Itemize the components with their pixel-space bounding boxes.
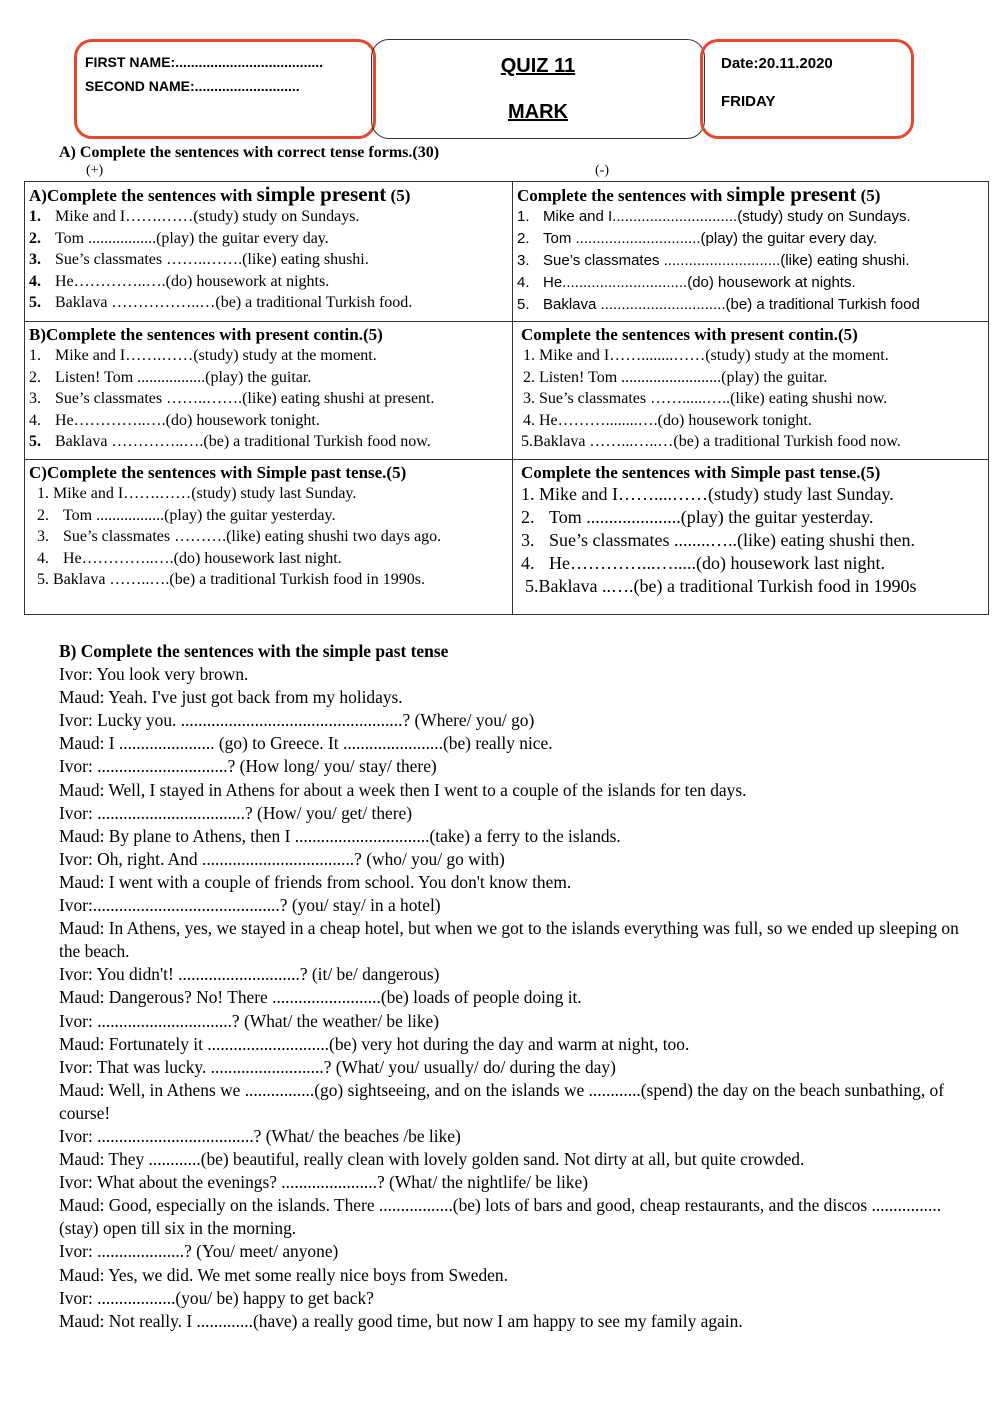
second-name-field[interactable]: SECOND NAME:........................... bbox=[85, 78, 300, 94]
dialogue-line: Ivor: You didn't! ............................? (it/ be/ dangerous) bbox=[59, 964, 440, 985]
quiz-title-box bbox=[371, 39, 705, 139]
dialogue-line: Maud: Yeah. I've just got back from my holidays. bbox=[59, 687, 403, 708]
first-name-field[interactable]: FIRST NAME:...................................... bbox=[85, 54, 324, 70]
list-item: 1. Mike and I……....……(study) study last Sunday. bbox=[521, 484, 894, 504]
dialogue-line: Ivor: You look very brown. bbox=[59, 664, 249, 685]
dialogue-line: Ivor: ..................................? (How/ you/ get/ there) bbox=[59, 802, 413, 823]
dialogue-line: Maud: Well, in Athens we ................(go) sightseeing, and on the islands we ............(spend) the day on the beach sunbathing, of course! bbox=[59, 1079, 945, 1123]
dialogue-line: Ivor: ....................? (You/ meet/ anyone) bbox=[59, 1241, 339, 1262]
dialogue-line: Maud: Dangerous? No! There .........................(be) loads of people doing it. bbox=[59, 987, 582, 1008]
list-item: 1. Mike and I……........……(study) study at the moment. bbox=[523, 347, 889, 364]
dialogue-line: Ivor: Oh, right. And ...................................? (who/ you/ go with) bbox=[59, 848, 505, 869]
list-item: 5. Baklava ……………..…(be) a traditional Turkish food. bbox=[29, 294, 413, 311]
list-item: 3. Sue’s classmates ............................(like) eating shushi. bbox=[517, 252, 910, 269]
quiz-title: QUIZ 11 bbox=[500, 55, 576, 77]
list-item: 4. He…………...….....(do) housework last night. bbox=[521, 553, 885, 573]
cell-title: Complete the sentences with Simple past tense.(5) bbox=[521, 463, 881, 482]
dialogue-line: Ivor: ..................(you/ be) happy to get back? bbox=[59, 1287, 374, 1308]
section-a-heading: A) Complete the sentences with correct tense forms.(30) bbox=[59, 144, 440, 161]
date-box bbox=[700, 39, 914, 139]
dialogue-line: Ivor:...........................................? (you/ stay/ in a hotel) bbox=[59, 895, 441, 916]
cell-simple-present-negative bbox=[513, 182, 989, 322]
cell-title: Complete the sentences with present contin.(5) bbox=[521, 325, 858, 344]
dialogue-line: Maud: I went with a couple of friends from school. You don't know them. bbox=[59, 871, 572, 892]
list-item: 5.Baklava ……...…..…(be) a traditional Turkish food now. bbox=[521, 433, 901, 450]
dialogue-line: Maud: Not really. I .............(have) a really good time, but now I am happy to see my family again. bbox=[59, 1310, 743, 1331]
date-text: Date:20.11.2020 bbox=[721, 55, 833, 72]
dialogue-line: Maud: They ............(be) beautiful, really clean with lovely golden sand. Not dirty at all, but quite crowded. bbox=[59, 1149, 805, 1170]
dialogue-line: Maud: Well, I stayed in Athens for about a week then I went to a couple of the islands for ten days. bbox=[59, 779, 747, 800]
list-item: 2. Tom ..............................(play) the guitar every day. bbox=[517, 230, 877, 247]
cell-simple-present-positive bbox=[25, 182, 513, 322]
cell-title: B)Complete the sentences with present contin.(5) bbox=[29, 325, 383, 344]
plus-label: (+) bbox=[86, 163, 104, 178]
dialogue-line: Maud: Fortunately it ............................(be) very hot during the day and warm at night, too. bbox=[59, 1033, 690, 1054]
list-item: 2. Tom .....................(play) the guitar yesterday. bbox=[521, 507, 874, 527]
list-item: 5. Baklava …………..….(be) a traditional Turkish food now. bbox=[29, 433, 431, 450]
list-item: 2. Listen! Tom .................(play) the guitar. bbox=[29, 368, 312, 386]
dialogue-line: Maud: Yes, we did. We met some really nice boys from Sweden. bbox=[59, 1264, 508, 1285]
dialogue-title: B) Complete the sentences with the simple past tense bbox=[59, 641, 449, 661]
list-item: 5.Baklava ..….(be) a traditional Turkish food in 1990s bbox=[525, 576, 917, 596]
name-box bbox=[74, 39, 376, 139]
list-item: 5. Baklava ..............................(be) a traditional Turkish food bbox=[517, 296, 920, 313]
dialogue-line: Ivor: ...............................? (What/ the weather/ be like) bbox=[59, 1010, 440, 1031]
dialogue-section bbox=[59, 640, 979, 1333]
list-item: 3. Sue’s classmates ……......…..(like) eating shushi now. bbox=[523, 390, 888, 407]
dialogue-line: Maud: In Athens, yes, we stayed in a cheap hotel, but when we got to the islands everything was full, so we ended up sleeping on the beach. bbox=[59, 918, 959, 962]
list-item: 3. Sue’s classmates ……….(like) eating shushi two days ago. bbox=[37, 528, 442, 545]
cell-simple-past-positive bbox=[25, 460, 513, 615]
day-text: FRIDAY bbox=[721, 93, 776, 110]
list-item: 5. Baklava ……..….(be) a traditional Turkish food in 1990s. bbox=[37, 571, 425, 588]
cell-title: C)Complete the sentences with Simple past tense.(5) bbox=[29, 463, 407, 482]
list-item: 3. Sue’s classmates ……..…….(like) eating shushi at present. bbox=[29, 390, 435, 407]
cell-present-continuous-positive bbox=[25, 322, 513, 460]
dialogue-line: Ivor: ....................................? (What/ the beaches /be like) bbox=[59, 1125, 461, 1146]
dialogue-line: Ivor: ..............................? (How long/ you/ stay/ there) bbox=[59, 756, 437, 777]
dialogue-line: Ivor: What about the evenings? ......................? (What/ the nightlife/ be like) bbox=[59, 1172, 588, 1193]
list-item: 1. Mike and I…….……(study) study on Sundays. bbox=[29, 208, 360, 225]
cell-title: Complete the sentences with simple present (5) bbox=[517, 182, 881, 206]
mark-label: MARK bbox=[508, 101, 568, 123]
list-item: 2. Tom .................(play) the guitar yesterday. bbox=[37, 506, 336, 524]
dialogue-line: Maud: I ...................... (go) to Greece. It .......................(be) really nice. bbox=[59, 733, 553, 754]
cell-simple-past-negative bbox=[513, 460, 989, 615]
dialogue-line: Ivor: That was lucky. ..........................? (What/ you/ usually/ do/ during the day) bbox=[59, 1056, 616, 1077]
list-item: 1. Mike and I…….……(study) study last Sunday. bbox=[37, 485, 357, 502]
list-item: 4. He…………..….(do) housework tonight. bbox=[29, 411, 320, 429]
exercise-table bbox=[24, 181, 989, 615]
list-item: 4. He…………..….(do) housework last night. bbox=[37, 549, 342, 567]
cell-present-continuous-negative bbox=[513, 322, 989, 460]
list-item: 4. He…………..….(do) housework at nights. bbox=[29, 272, 330, 290]
list-item: 4. He………........….(do) housework tonight. bbox=[523, 411, 812, 429]
list-item: 3. Sue’s classmates ……..…….(like) eating shushi. bbox=[29, 251, 369, 268]
list-item: 3. Sue’s classmates ........…..(like) eating shushi then. bbox=[521, 530, 915, 550]
cell-title: A)Complete the sentences with simple present (5) bbox=[29, 182, 411, 206]
minus-label: (-) bbox=[595, 163, 609, 178]
list-item: 2. Tom .................(play) the guitar every day. bbox=[29, 229, 329, 247]
list-item: 4. He..............................(do) housework at nights. bbox=[517, 274, 856, 291]
list-item: 1. Mike and I..............................(study) study on Sundays. bbox=[517, 208, 911, 225]
list-item: 1. Mike and I…….……(study) study at the moment. bbox=[29, 347, 377, 364]
list-item: 2. Listen! Tom .........................(play) the guitar. bbox=[523, 368, 828, 386]
dialogue-line: Maud: Good, especially on the islands. There .................(be) lots of bars and good, cheap restaurants, and the discos ................(stay) open till six in the morning. bbox=[59, 1195, 942, 1239]
dialogue-line: Maud: By plane to Athens, then I ...............................(take) a ferry to the islands. bbox=[59, 825, 621, 846]
dialogue-line: Ivor: Lucky you. ...................................................? (Where/ you/ go) bbox=[59, 710, 535, 731]
